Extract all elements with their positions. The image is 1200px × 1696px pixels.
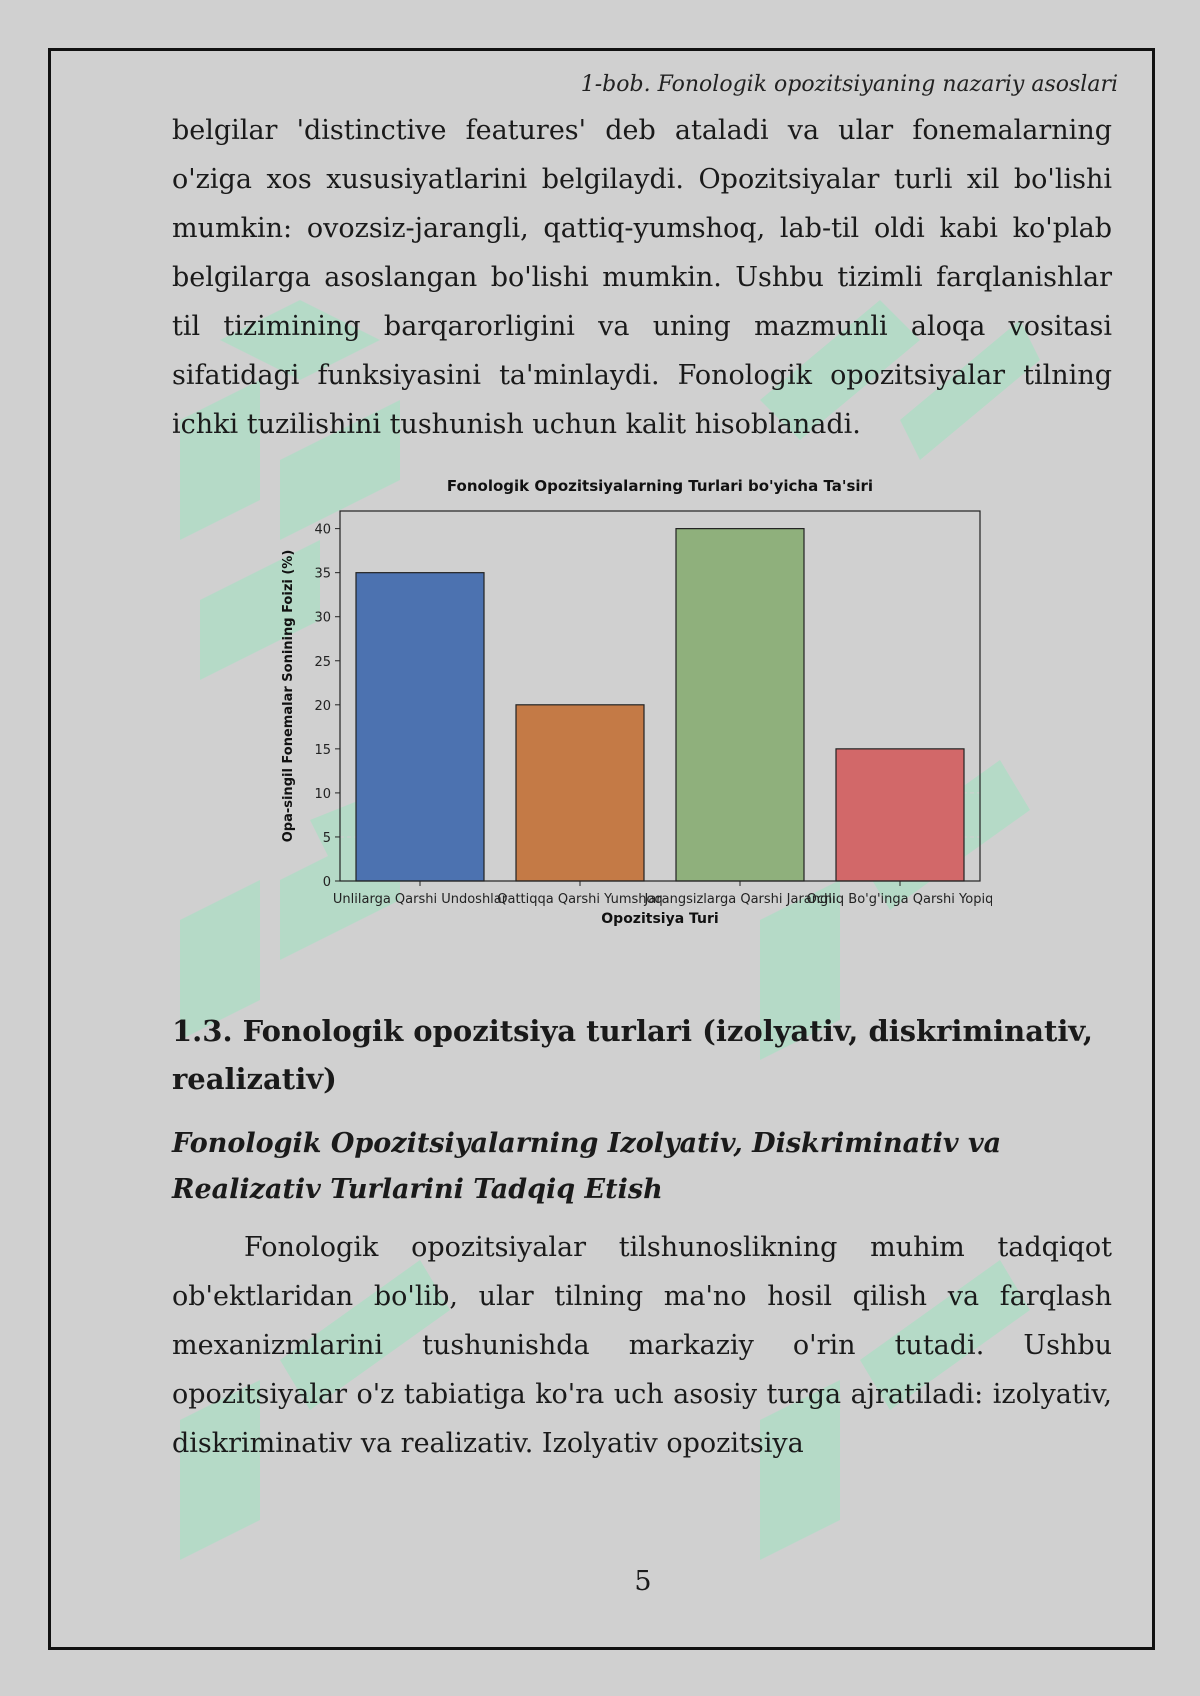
bar [676, 529, 804, 881]
chart-title: Fonologik Opozitsiyalarning Turlari bo'yicha Ta'siri [446, 477, 874, 495]
y-tick-label: 0 [322, 875, 331, 890]
y-tick-label: 40 [314, 522, 331, 538]
subsection-heading: Fonologik Opozitsiyalarning Izolyativ, Diskriminativ va Realizativ Turlarini Tadqiq Etish [172, 1128, 1002, 1205]
bar-chart [272, 469, 992, 929]
running-head: 1-bob. Fonologik opozitsiyaning nazariy asoslari [580, 72, 1118, 97]
bar [836, 749, 964, 881]
y-tick-label: 30 [314, 610, 331, 626]
y-tick-label: 10 [314, 786, 331, 802]
y-tick-label: 15 [314, 742, 331, 758]
x-tick-label: Ochiq Bo'g'inga Qarshi Yopiq [806, 892, 992, 907]
chart-figure [272, 469, 992, 929]
x-tick-label: Jarangsizlarga Qarshi Jarangli [644, 892, 836, 907]
x-axis-label: Opozitsiya Turi [601, 911, 719, 927]
bar [516, 705, 644, 881]
page-number: 5 [634, 1566, 652, 1597]
body-paragraph: Fonologik opozitsiyalar tilshunoslikning muhim tadqiqot ob'ektlaridan bo'lib, ular tilning ma'no hosil qilish va farqlash mexanizmlarini tushunishda markaziy o'rin tutadi. Ushbu opozitsiyalar o'z tabiatiga ko'ra uch asosiy turga ajratiladi: izolyativ, diskriminativ va realizativ. Izolyativ opozitsiya [172, 1232, 1112, 1459]
section-heading: 1.3. Fonologik opozitsiya turlari (izolyativ, diskriminativ, realizativ) [172, 1014, 1094, 1096]
y-tick-label: 5 [322, 830, 331, 846]
y-tick-label: 35 [314, 566, 331, 582]
y-axis-label: Opa-singil Fonemalar Sonining Foizi (%) [281, 549, 296, 843]
bar [356, 573, 484, 881]
y-tick-label: 20 [314, 698, 331, 714]
x-tick-label: Unlilarga Qarshi Undoshlar [332, 892, 508, 907]
body-paragraph: belgilar 'distinctive features' deb ataladi va ular fonemalarning o'ziga xos xususiyatlarini belgilaydi. Opozitsiyalar turli xil bo'lishi mumkin: ovozsiz-jarangli, qattiq-yumshoq, lab-til oldi kabi ko'plab belgilarga asoslangan bo'lishi mumkin. Ushbu tizimli farqlanishlar til tizimining barqarorligini va uning mazmunli aloqa vositasi sifatidagi funksiyasini ta'minlaydi. Fonologik opozitsiyalar tilning ichki tuzilishini tushunish uchun kalit hisoblanadi. [172, 115, 1112, 440]
page-content [172, 106, 1112, 1468]
x-tick-label: Qattiqqa Qarshi Yumshoq [497, 892, 663, 907]
y-tick-label: 25 [314, 654, 331, 670]
